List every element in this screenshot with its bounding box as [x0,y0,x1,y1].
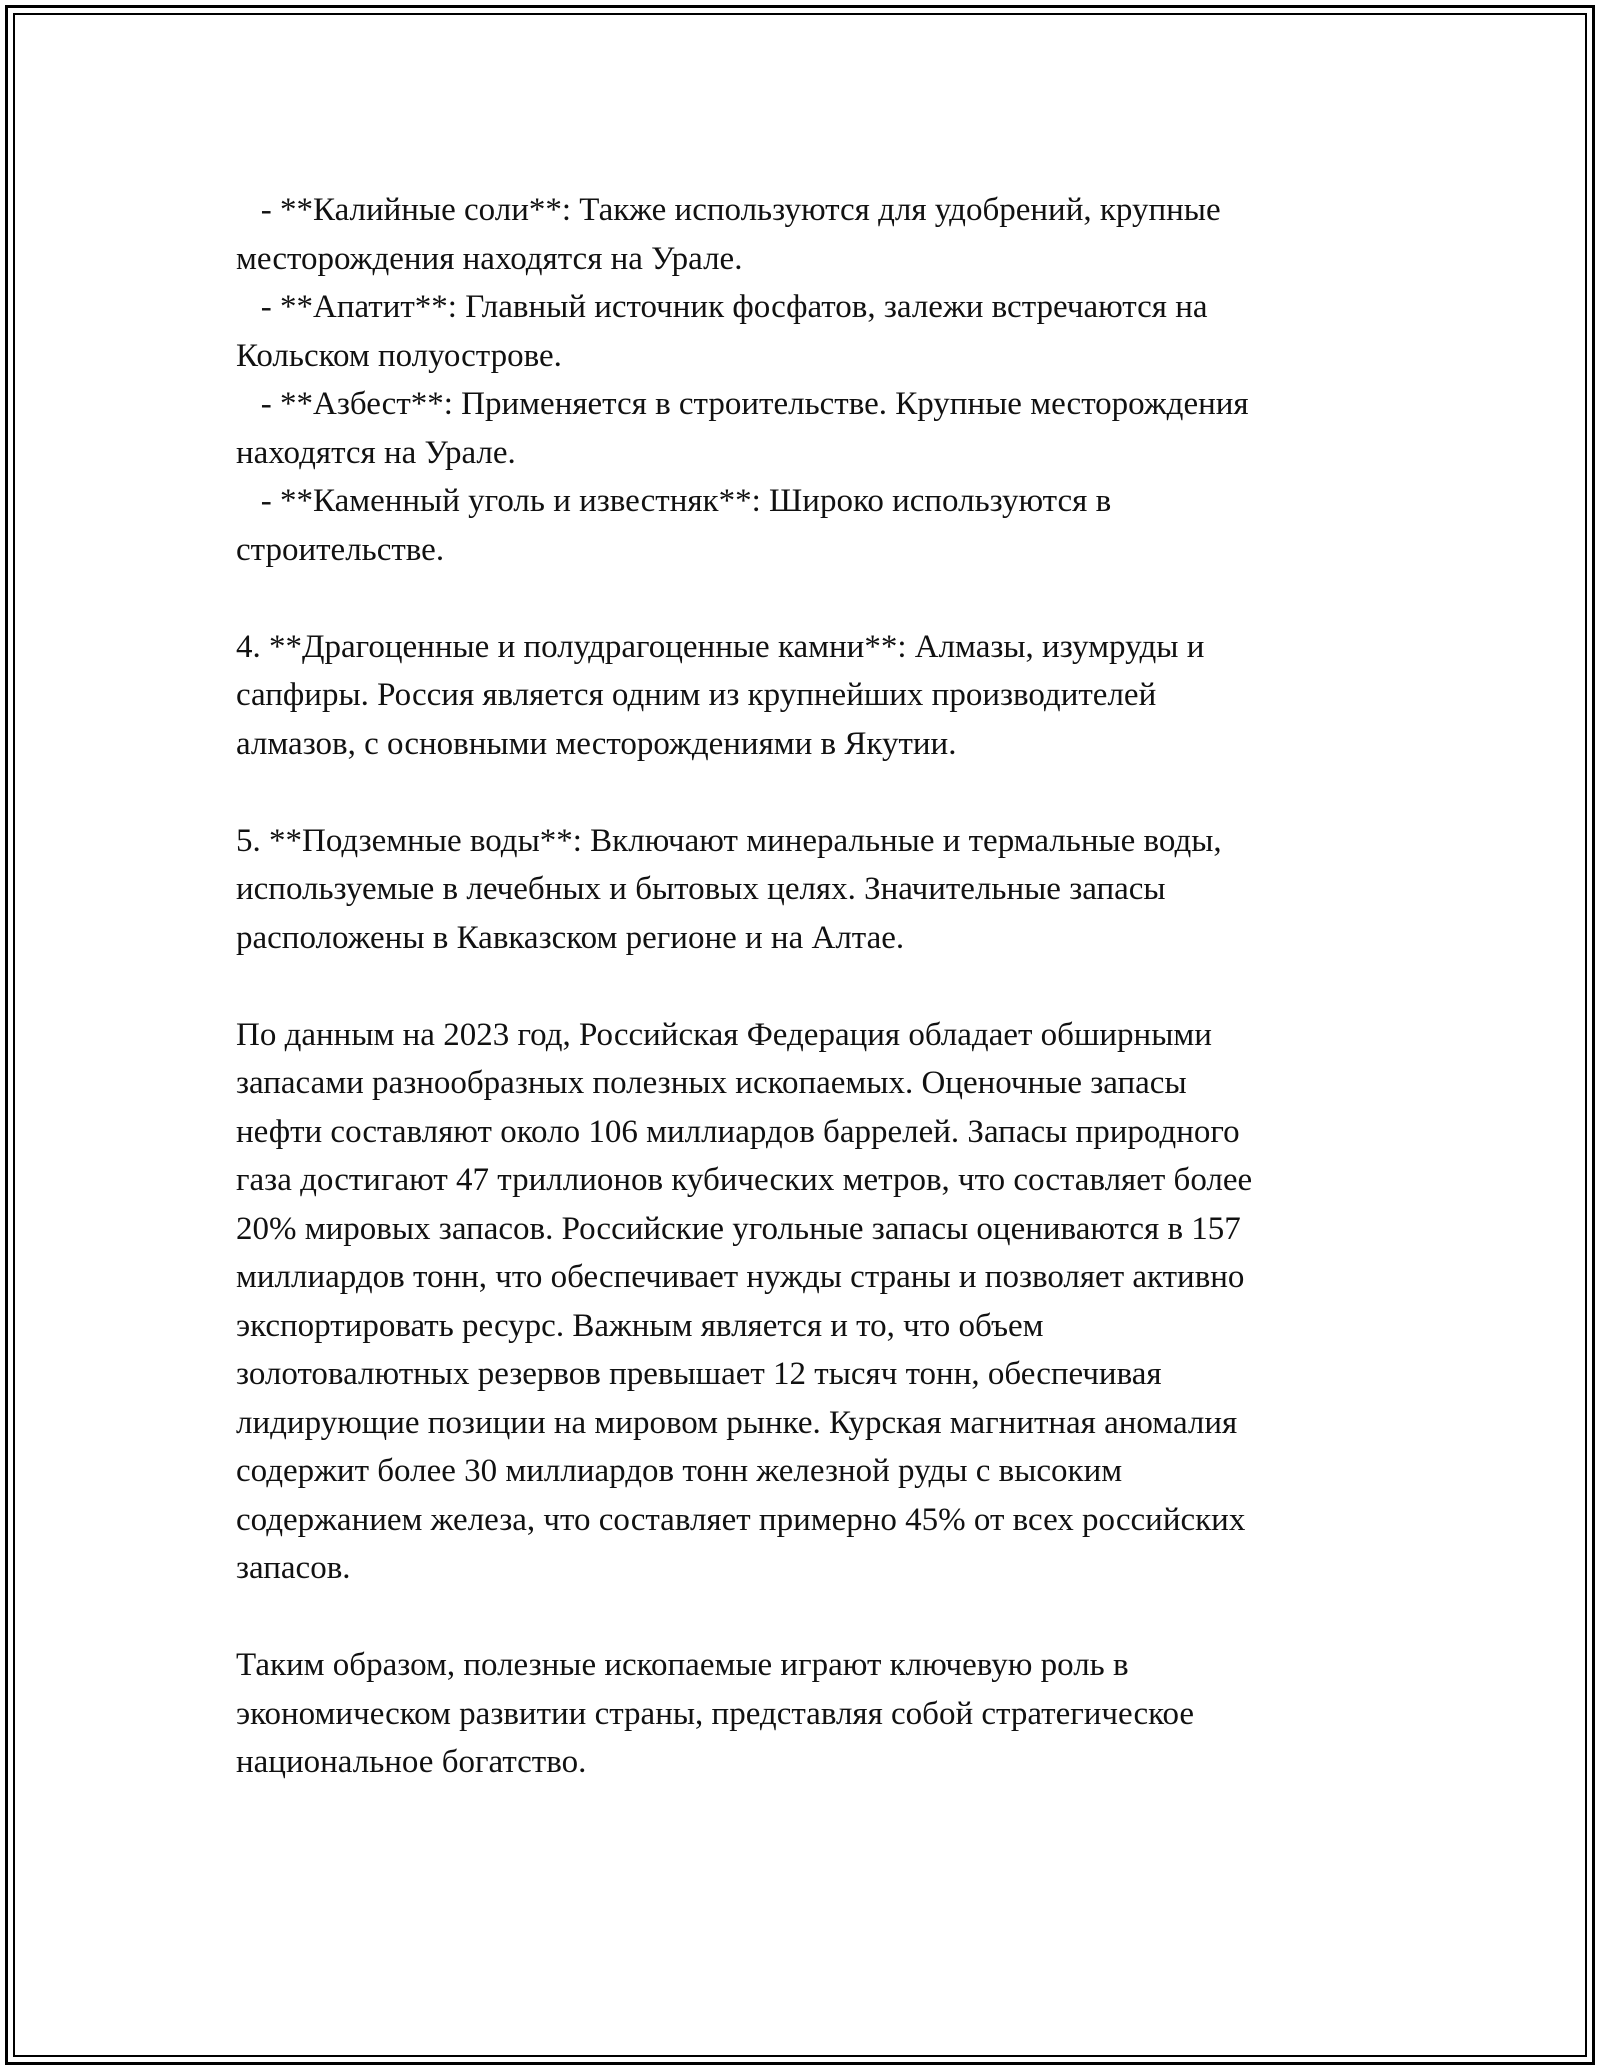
text-line: - **Каменный уголь и известняк**: Широко используются в [236,483,1112,519]
text-line: экспортировать ресурс. Важным является и то, что объем [236,1307,1044,1344]
text-line: По данным на 2023 год, Российская Федерация обладает обширными [236,1016,1212,1053]
text-line: содержанием железа, что составляет примерно 45% от всех российских [236,1501,1246,1538]
paragraph-groundwater [236,817,1366,963]
paragraph-conclusion [236,1641,1366,1787]
text-line: газа достигают 47 триллионов кубических метров, что составляет более [236,1162,1253,1198]
text-line: - **Азбест**: Применяется в строительстве. Крупные месторождения [236,386,1249,422]
text-line: - **Калийные соли**: Также используются для удобрений, крупные [236,192,1221,228]
text-line: 4. **Драгоценные и полудрагоценные камни**: Алмазы, изумруды и [236,628,1205,665]
text-line: Кольском полуострове. [236,337,562,374]
text-line: находятся на Урале. [236,434,516,471]
text-line: сапфиры. Россия является одним из крупнейших производителей [236,677,1157,713]
list-item-asbestos [236,380,1366,477]
paragraph-gap [236,574,1366,623]
text-line: 20% мировых запасов. Российские угольные запасы оцениваются в 157 [236,1210,1241,1247]
document-body [236,186,1366,1787]
text-line: лидирующие позиции на мировом рынке. Курская магнитная аномалия [236,1404,1238,1441]
list-item-apatite [236,283,1366,380]
text-line: используемые в лечебных и бытовых целях. Значительные запасы [236,871,1166,907]
paragraph-stats-2023 [236,1011,1366,1593]
text-line: алмазов, с основными месторождениями в Якутии. [236,725,957,762]
text-line: месторождения находятся на Урале. [236,240,743,277]
text-line: расположены в Кавказском регионе и на Алтае. [236,919,905,956]
text-line: миллиардов тонн, что обеспечивает нужды страны и позволяет активно [236,1259,1245,1295]
text-line: нефти составляют около 106 миллиардов баррелей. Запасы природного [236,1113,1240,1150]
paragraph-gap [236,1593,1366,1642]
text-line: запасов. [236,1550,351,1586]
text-line: национальное богатство. [236,1744,587,1780]
text-line: запасами разнообразных полезных ископаемых. Оценочные запасы [236,1065,1187,1101]
list-item-coal-limestone [236,477,1366,574]
text-line: - **Апатит**: Главный источник фосфатов, залежи встречаются на [236,289,1208,325]
paragraph-gap [236,768,1366,817]
text-line: экономическом развитии страны, представляя собой стратегическое [236,1695,1195,1732]
list-item-potash [236,186,1366,283]
text-line: содержит более 30 миллиардов тонн железной руды с высоким [236,1453,1123,1489]
text-line: строительстве. [236,531,445,568]
paragraph-gems [236,623,1366,769]
text-line: 5. **Подземные воды**: Включают минеральные и термальные воды, [236,822,1222,859]
text-line: Таким образом, полезные ископаемые играют ключевую роль в [236,1647,1129,1683]
paragraph-gap [236,962,1366,1011]
text-line: золотовалютных резервов превышает 12 тысяч тонн, обеспечивая [236,1356,1162,1392]
